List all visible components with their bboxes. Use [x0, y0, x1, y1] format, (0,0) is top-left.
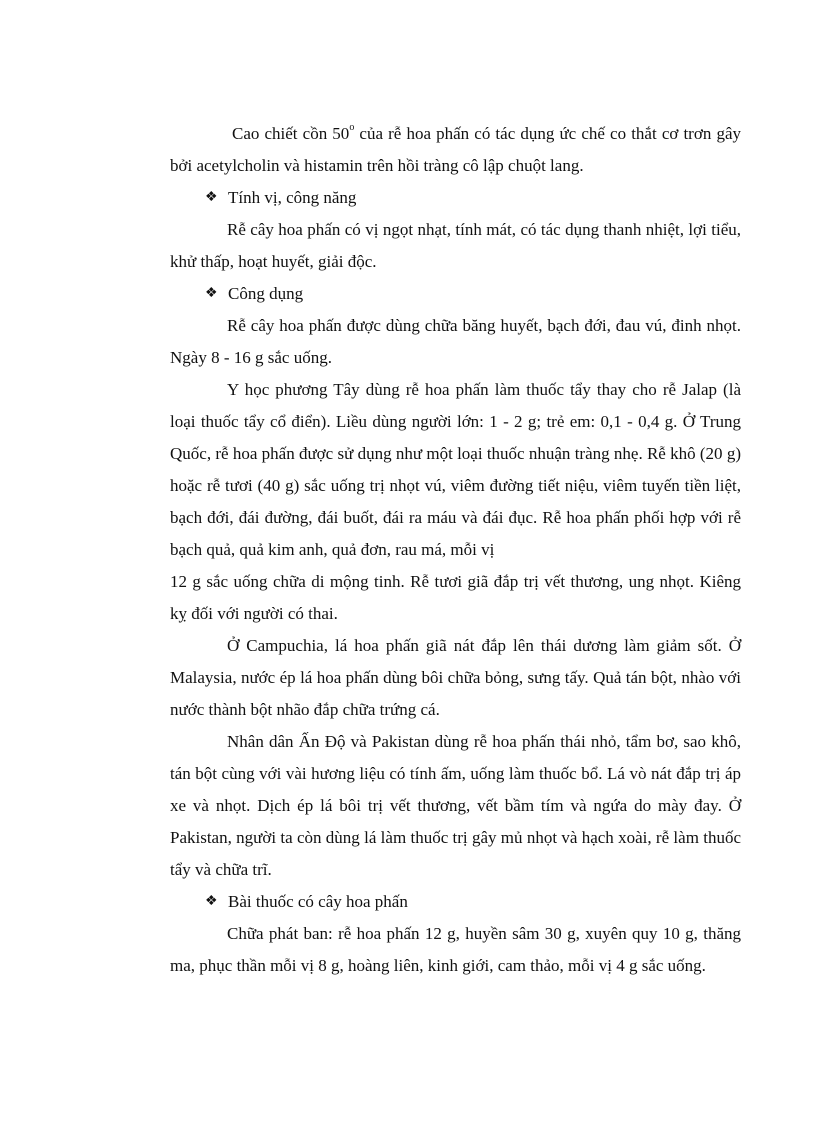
document-body — [170, 118, 741, 982]
paragraph-rash-remedy: Chữa phát ban: rễ hoa phấn 12 g, huyền sâm 30 g, xuyên quy 10 g, thăng ma, phục thần mỗi vị 8 g, hoàng liên, kinh giới, cam thảo, mỗi vị 4 g sắc uống. — [170, 924, 741, 975]
paragraph-dosage-continuation: 12 g sắc uống chữa di mộng tinh. Rễ tươi giã đắp trị vết thương, ung nhọt. Kiêng kỵ đối với người có thai. — [170, 572, 741, 623]
heading-uses — [170, 278, 741, 310]
paragraph-text: của rễ hoa phấn có tác dụng ức chế co thắt cơ trơn gây bởi acetylcholin và histamin trên hồi tràng cô lập chuột lang. — [170, 124, 741, 175]
diamond-bullet-icon: ❖ — [205, 286, 218, 301]
paragraph-uses: Rễ cây hoa phấn được dùng chữa băng huyết, bạch đới, đau vú, đinh nhọt. Ngày 8 - 16 g sắc uống. — [170, 316, 741, 367]
heading-label: Công dụng — [228, 284, 304, 303]
degree-superscript: o — [349, 122, 355, 134]
paragraph-cambodia-malaysia: Ở Campuchia, lá hoa phấn giã nát đắp lên thái dương làm giảm sốt. Ở Malaysia, nước ép lá hoa phấn dùng bôi chữa bỏng, sưng tấy. Quả tán bột, nhào với nước thành bột nhão đắp chữa trứng cá. — [170, 636, 741, 719]
paragraph-alcohol-extract — [170, 118, 741, 182]
paragraph-text: Cao chiết cồn 50 — [232, 124, 350, 143]
heading-label: Bài thuốc có cây hoa phấn — [228, 892, 408, 911]
paragraph-taste-properties: Rễ cây hoa phấn có vị ngọt nhạt, tính mát, có tác dụng thanh nhiệt, lợi tiểu, khử thấp, hoạt huyết, giải độc. — [170, 220, 741, 271]
paragraph-western-medicine: Y học phương Tây dùng rễ hoa phấn làm thuốc tẩy thay cho rễ Jalap (là loại thuốc tẩy cổ điển). Liều dùng người lớn: 1 - 2 g; trẻ em: 0,1 - 0,4 g. Ở Trung Quốc, rễ hoa phấn được sử dụng như một loại thuốc nhuận tràng nhẹ. Rễ khô (20 g) hoặc rễ tươi (40 g) sắc uống trị nhọt vú, viêm đường tiết niệu, viêm tuyến tiền liệt, bạch đới, đái đường, đái buốt, đái ra máu và đái đục. Rễ hoa phấn phối hợp với rễ bạch quả, quả kim anh, quả đơn, rau má, mỗi vị — [170, 380, 741, 559]
paragraph-india-pakistan: Nhân dân Ấn Độ và Pakistan dùng rễ hoa phấn thái nhỏ, tẩm bơ, sao khô, tán bột cùng với vài hương liệu có tính ấm, uống làm thuốc bổ. Lá vò nát đắp trị áp xe và nhọt. Dịch ép lá bôi trị vết thương, vết bầm tím và ngứa do mày đay. Ở Pakistan, người ta còn dùng lá làm thuốc trị gây mủ nhọt và hạch xoài, rễ làm thuốc tẩy và chữa trĩ. — [170, 732, 741, 879]
heading-taste-properties — [170, 182, 741, 214]
heading-label: Tính vị, công năng — [228, 188, 357, 207]
diamond-bullet-icon: ❖ — [205, 190, 218, 205]
diamond-bullet-icon: ❖ — [205, 894, 218, 909]
heading-remedies — [170, 886, 741, 918]
